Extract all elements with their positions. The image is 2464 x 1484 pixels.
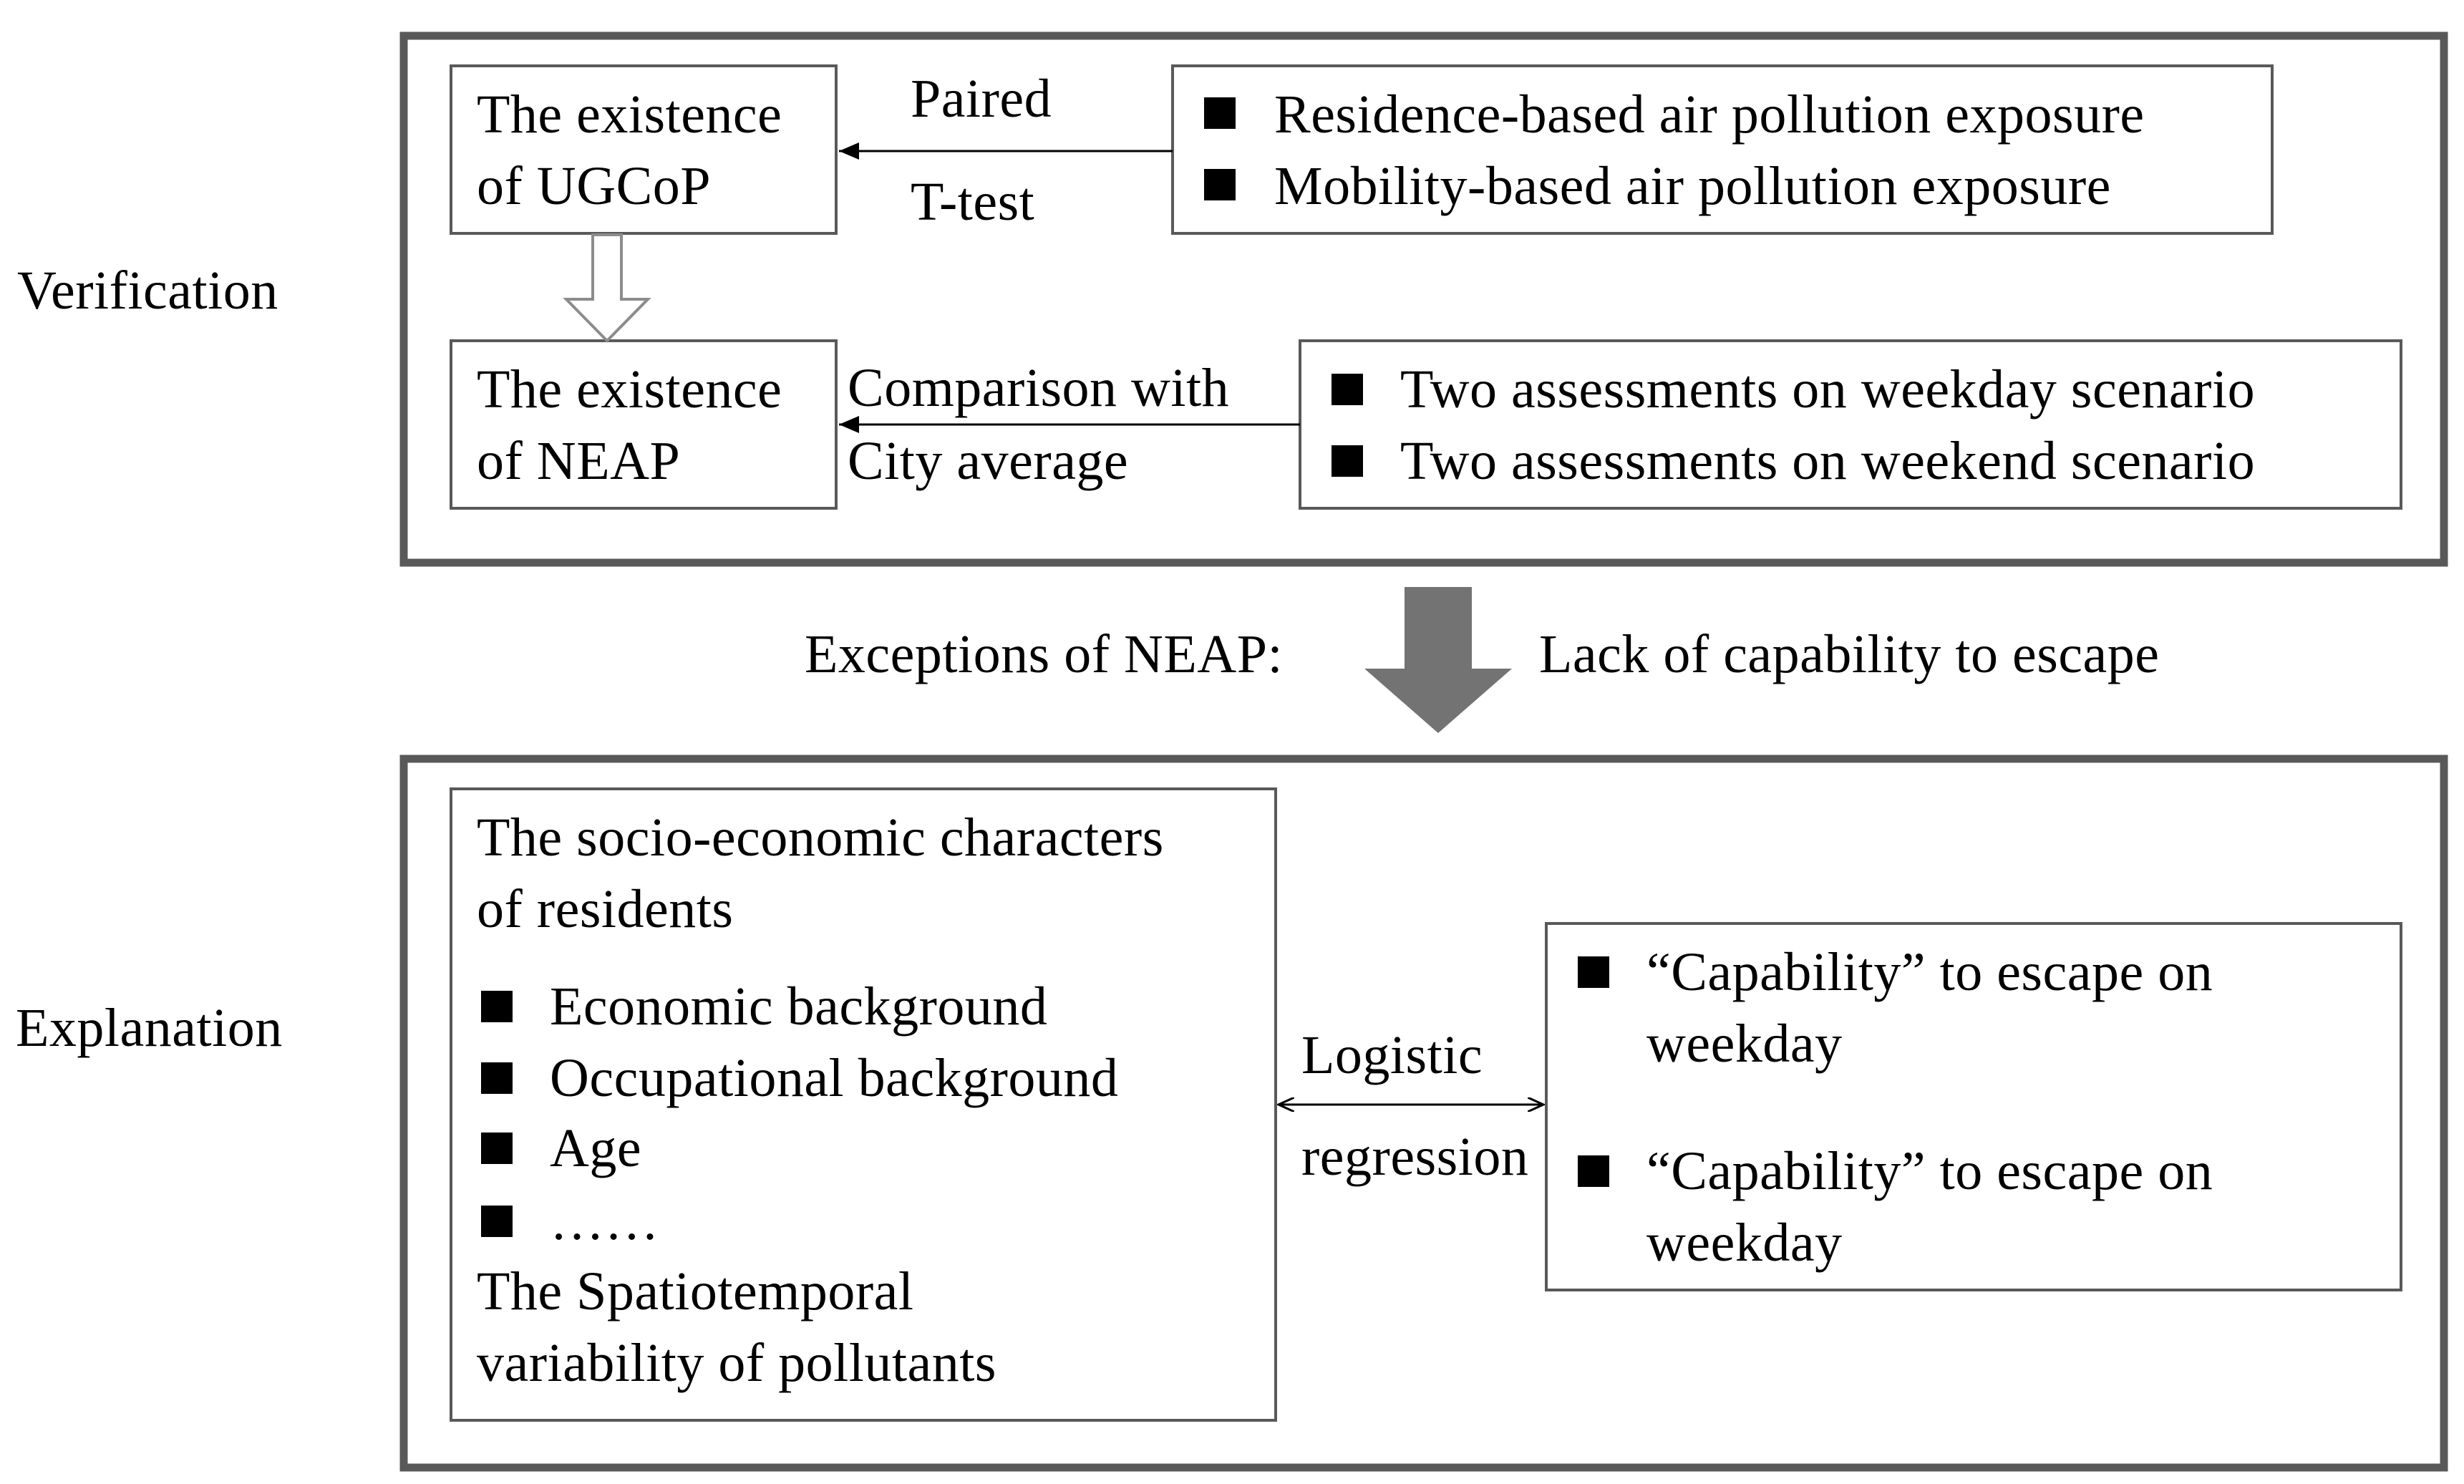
bullet-square-icon — [1204, 169, 1236, 200]
scenario-item-weekend: Two assessments on weekend scenario — [1400, 431, 2256, 491]
bullet-square-icon — [481, 1133, 513, 1164]
bullet-square-icon — [481, 991, 513, 1022]
bullet-square-icon — [1332, 374, 1363, 405]
socio-heading-line2: of residents — [477, 879, 734, 939]
neap-line1: The existence — [477, 359, 782, 420]
logistic-line2: regression — [1301, 1127, 1529, 1187]
section-label-verification: Verification — [17, 261, 278, 321]
comparison-line1: Comparison with — [848, 358, 1230, 418]
spatio-line1: The Spatiotemporal — [477, 1261, 914, 1321]
socio-item-occupational: Occupational background — [550, 1048, 1119, 1108]
socio-item-economic: Economic background — [550, 976, 1048, 1037]
capability-item-1-line2: weekday — [1646, 1014, 1843, 1074]
transition-right-label: Lack of capability to escape — [1539, 624, 2160, 684]
logistic-line1: Logistic — [1301, 1025, 1483, 1085]
socio-item-ellipsis: …… — [550, 1191, 659, 1251]
bullet-square-icon — [1332, 445, 1363, 477]
exposure-item-mobility: Mobility-based air pollution exposure — [1274, 156, 2111, 216]
capability-item-2-line2: weekday — [1646, 1213, 1843, 1273]
scenario-item-weekday: Two assessments on weekday scenario — [1400, 359, 2256, 420]
big-down-arrow — [1364, 587, 1512, 733]
ugcop-line2: of UGCoP — [477, 156, 712, 216]
ttest-line1: Paired — [911, 69, 1052, 129]
bullet-square-icon — [481, 1206, 513, 1237]
neap-line2: of NEAP — [477, 431, 681, 491]
bullet-square-icon — [1204, 97, 1236, 129]
ttest-line2: T-test — [911, 172, 1035, 232]
ugcop-line1: The existence — [477, 84, 782, 145]
capability-item-2-line1: “Capability” to escape on — [1646, 1141, 2213, 1201]
bullet-square-icon — [1578, 956, 1609, 988]
spatio-line2: variability of pollutants — [477, 1333, 996, 1393]
hollow-down-arrow — [566, 235, 648, 341]
bullet-square-icon — [1578, 1155, 1609, 1187]
comparison-line2: City average — [848, 431, 1129, 491]
socio-item-age: Age — [550, 1118, 642, 1178]
bullet-square-icon — [481, 1062, 513, 1094]
socio-heading-line1: The socio-economic characters — [477, 808, 1164, 868]
exposure-item-residence: Residence-based air pollution exposure — [1274, 84, 2145, 145]
section-label-explanation: Explanation — [16, 998, 283, 1058]
capability-item-1-line1: “Capability” to escape on — [1646, 942, 2213, 1002]
transition-left-label: Exceptions of NEAP: — [805, 624, 1284, 684]
